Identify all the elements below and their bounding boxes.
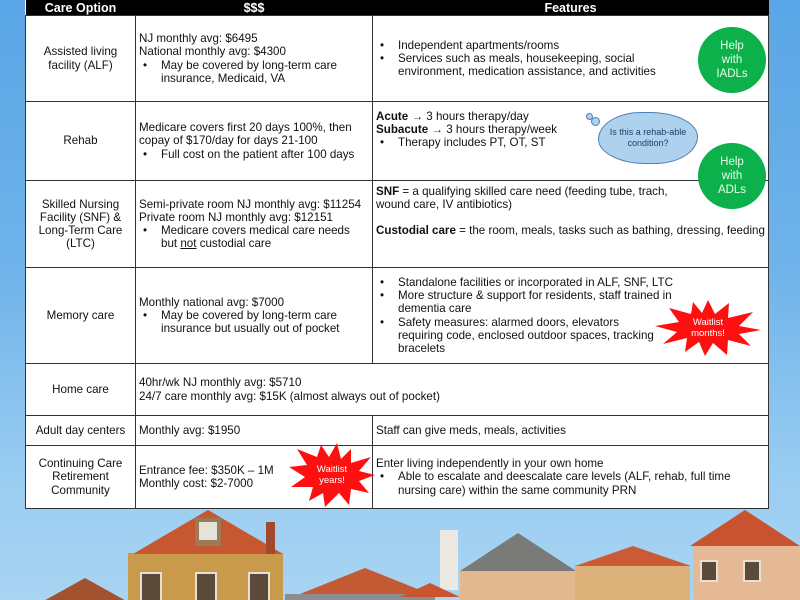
care-option-cell: Rehab <box>26 102 136 181</box>
cost-bullet: • Full cost on the patient after 100 days <box>161 148 369 161</box>
care-option-cell: Continuing Care Retirement Community <box>26 446 136 509</box>
cost-line: Semi-private room NJ monthly avg: $11254 <box>139 197 362 211</box>
features-cell: Staff can give meds, meals, activities <box>373 416 769 446</box>
header-features: Features <box>373 0 769 16</box>
cost-line: National monthly avg: $4300 <box>139 45 286 59</box>
thought-puff-icon <box>591 117 600 126</box>
table-header-row <box>26 0 769 16</box>
table-row-adult-day <box>26 416 769 446</box>
cost-line: NJ monthly avg: $6495 <box>139 32 258 46</box>
custodial-label: Custodial care <box>376 224 456 238</box>
feature-bullet: • Able to escalate and deescalate care levels (ALF, rehab, full time nursing care) within the same community PRN <box>398 470 765 496</box>
cost-line: Monthly cost: $2-7000 <box>139 477 254 490</box>
cost-bullet: • May be covered by long-term care insurance but usually out of pocket <box>161 309 369 335</box>
table-row-ccrc <box>26 446 769 509</box>
features-cell: Enter living independently in your own home • Able to escalate and deescalate care levels (ALF, rehab, full time nursing care) within the same community PRN <box>373 446 769 509</box>
feature-bullet: • Safety measures: alarmed doors, elevators requiring code, enclosed outdoor spaces, tracking bracelets <box>398 316 765 356</box>
cost-cell <box>136 181 373 268</box>
houses-background-image <box>0 500 800 600</box>
thought-cloud: Is this a rehab-able condition? <box>598 112 698 164</box>
header-cost: $$$ <box>136 0 373 16</box>
care-option-cell: Assisted living facility (ALF) <box>26 16 136 102</box>
table-row-home-care <box>26 364 769 416</box>
feature-bullet: • Independent apartments/rooms <box>398 39 685 52</box>
care-options-table <box>25 0 769 509</box>
cost-cell: Monthly avg: $1950 <box>136 416 373 446</box>
cost-cell <box>136 102 373 181</box>
feature-bullet: • Therapy includes PT, OT, ST <box>398 136 765 149</box>
acute-label: Acute <box>376 110 409 123</box>
acute-text: 3 hours therapy/day <box>426 110 529 123</box>
cost-cell <box>136 268 373 364</box>
arrow-icon: → <box>431 123 444 137</box>
arrow-icon: → <box>411 110 424 123</box>
table-row-alf <box>26 16 769 102</box>
snf-label: SNF <box>376 185 400 198</box>
feature-bullet: • Standalone facilities or incorporated in ALF, SNF, LTC <box>398 276 765 289</box>
feature-bullet: • More structure & support for residents, staff trained in dementia care <box>398 289 765 315</box>
table-row-snf <box>26 181 769 268</box>
waitlist-years-starburst: Waitlist years! <box>289 443 375 507</box>
cost-cell <box>136 364 769 416</box>
cost-line: Entrance fee: $350K – 1M <box>139 463 274 477</box>
cost-line: Monthly national avg: $7000 <box>139 295 285 309</box>
cost-bullet: • Medicare covers medical care needs but not custodial care <box>161 224 369 250</box>
care-option-cell: Memory care <box>26 268 136 364</box>
waitlist-months-starburst: Waitlist months! <box>655 300 761 356</box>
cost-line: 24/7 care monthly avg: $15K (almost always out of pocket) <box>139 389 440 403</box>
features-cell: SNF = a qualifying skilled care need (feeding tube, trach, wound care, IV antibiotics) Custodial care = the room, meals, tasks such as bathing, dressing, feeding <box>373 181 769 268</box>
help-with-iadls-badge: Help with IADLs <box>698 27 766 93</box>
care-option-cell: Skilled Nursing Facility (SNF) & Long-Term Care (LTC) <box>26 181 136 268</box>
cost-bullet: • May be covered by long-term care insurance, Medicaid, VA <box>161 59 369 85</box>
cost-line: Medicare covers first 20 days 100%, then copay of $170/day for days 21-100 <box>139 121 352 148</box>
care-option-cell: Adult day centers <box>26 416 136 446</box>
cost-cell <box>136 16 373 102</box>
feature-bullet: • Services such as meals, housekeeping, social environment, medication assistance, and activities <box>398 52 685 78</box>
cost-line: 40hr/wk NJ monthly avg: $5710 <box>139 376 302 390</box>
subacute-text: 3 hours therapy/week <box>446 123 558 137</box>
care-option-cell: Home care <box>26 364 136 416</box>
help-with-adls-badge: Help with ADLs <box>698 143 766 209</box>
cost-line: Private room NJ monthly avg: $12151 <box>139 210 333 224</box>
header-care-option: Care Option <box>26 0 136 16</box>
emphasis-not: not <box>180 237 197 251</box>
subacute-label: Subacute <box>376 123 429 137</box>
